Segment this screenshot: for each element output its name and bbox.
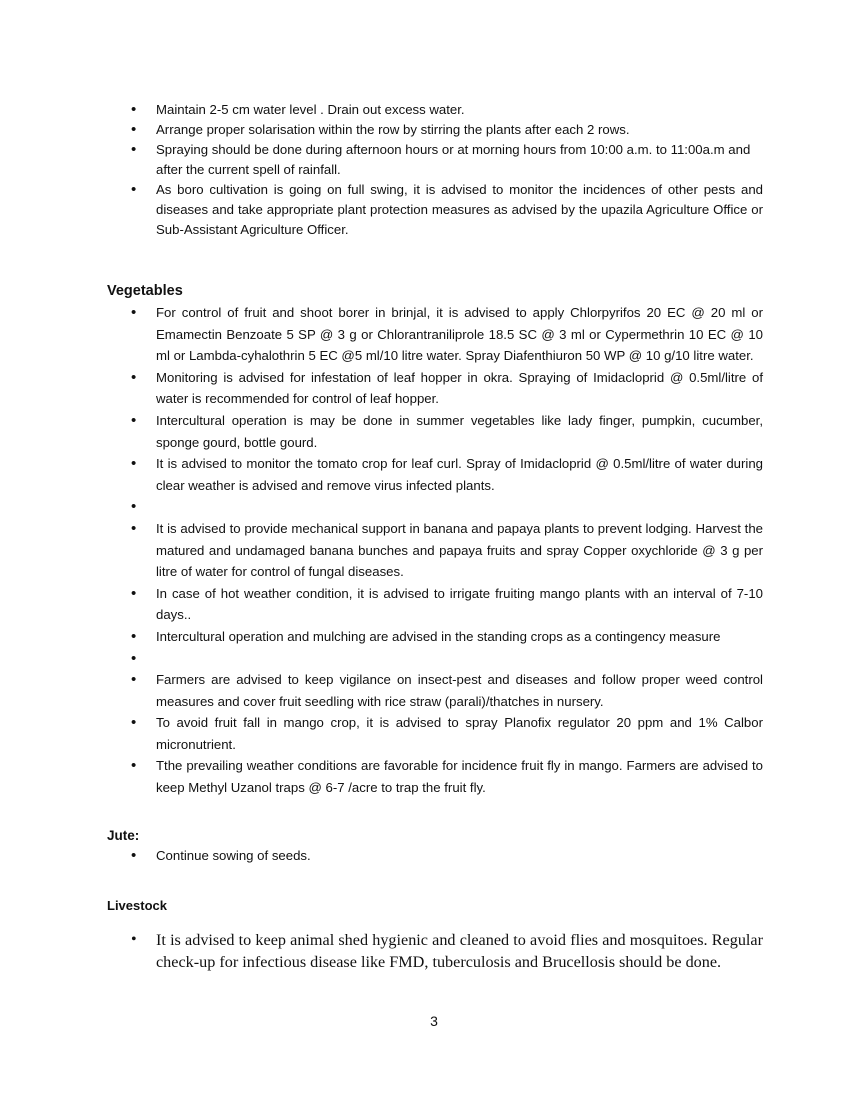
rice-advisory-list [108,100,763,240]
list-item: • Monitoring is advised for infestation of leaf hopper in okra. Spraying of Imidacloprid @ 0.5ml/litre of water is recommended for control of leaf hopper. [108,367,763,410]
list-item: • Maintain 2-5 cm water level . Drain out excess water. [108,100,763,120]
section-heading-vegetables: Vegetables [107,283,183,299]
livestock-advisory-list [108,929,763,973]
list-item: • As boro cultivation is going on full swing, it is advised to monitor the incidences of other pests and diseases and take appropriate plant protection measures as advised by the upazila Agriculture Office or Sub-Assistant Agriculture Officer. [108,180,763,240]
list-item: • For control of fruit and shoot borer in brinjal, it is advised to apply Chlorpyrifos 20 EC @ 20 ml or Emamectin Benzoate 5 SP @ 3 g or Chlorantraniliprole 18.5 SC @ 3 ml or Cypermethrin 10 EC @ 10 ml or Lambda-cyhalothrin 5 EC @5 ml/10 litre water. Spray Diafenthiuron 50 WP @ 10 g/10 litre water. [108,302,763,367]
section-heading-jute: Jute: [107,828,140,843]
list-item: • Intercultural operation and mulching are advised in the standing crops as a contingency measure [108,626,763,648]
list-item: • To avoid fruit fall in mango crop, it is advised to spray Planofix regulator 20 ppm and 1% Calbor micronutrient. [108,712,763,755]
vegetables-advisory-list [108,302,763,799]
list-item: • It is advised to provide mechanical support in banana and papaya plants to prevent lodging. Harvest the matured and undamaged banana bunches and papaya fruits and spray Copper oxychloride @ 3 g per litre of water for control of fungal diseases. [108,518,763,583]
list-item: • Continue sowing of seeds. [108,846,763,866]
section-heading-livestock: Livestock [107,898,167,913]
list-item-empty [108,496,763,518]
list-item: • In case of hot weather condition, it is advised to irrigate fruiting mango plants with an interval of 7-10 days.. [108,583,763,626]
list-item: • It is advised to keep animal shed hygienic and cleaned to avoid flies and mosquitoes. Regular check-up for infectious disease like FMD, tuberculosis and Brucellosis should be done. [108,929,763,973]
list-item: • Arrange proper solarisation within the row by stirring the plants after each 2 rows. [108,120,763,140]
list-item: • It is advised to monitor the tomato crop for leaf curl. Spray of Imidacloprid @ 0.5ml/litre of water during clear weather is advised and remove virus infected plants. [108,453,763,496]
list-item: • Farmers are advised to keep vigilance on insect-pest and diseases and follow proper weed control measures and cover fruit seedling with rice straw (parali)/thatches in nursery. [108,669,763,712]
jute-advisory-list [108,846,763,866]
list-item: • Intercultural operation is may be done in summer vegetables like lady finger, pumpkin, cucumber, sponge gourd, bottle gourd. [108,410,763,453]
list-item-empty [108,648,763,670]
page-number: 3 [430,1013,438,1029]
list-item: • Spraying should be done during afternoon hours or at morning hours from 10:00 a.m. to 11:00a.m and after the current spell of rainfall. [108,140,763,180]
list-item: • Tthe prevailing weather conditions are favorable for incidence fruit fly in mango. Farmers are advised to keep Methyl Uzanol traps @ 6-7 /acre to trap the fruit fly. [108,755,763,798]
